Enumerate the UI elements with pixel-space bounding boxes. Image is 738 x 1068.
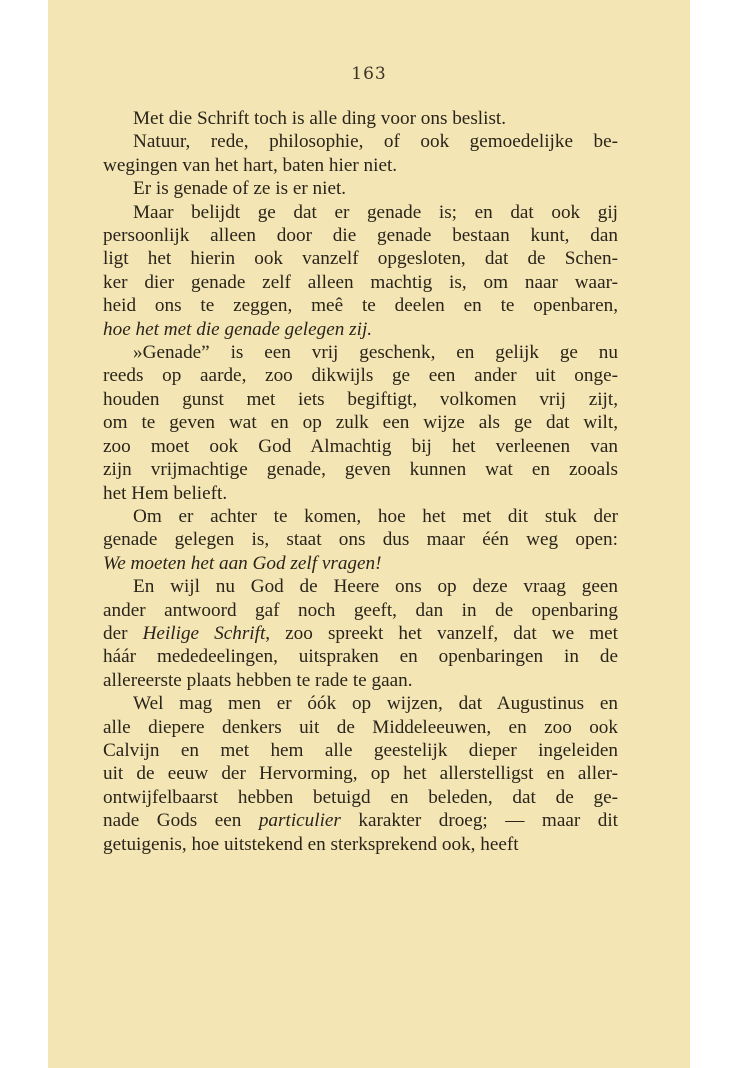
paragraph	[103, 130, 618, 177]
text-run: Maar belijdt ge dat er genade is; en dat ook gij	[133, 201, 618, 223]
text-run: zoo moet ook God Almachtig bij het verleenen van	[103, 435, 618, 457]
text-run: zijn vrijmachtige genade, geven kunnen wat en zooals	[103, 459, 618, 481]
italic-text: particulier	[258, 810, 341, 832]
text-line	[103, 411, 618, 434]
text-line	[103, 364, 618, 387]
text-run: wegingen van het hart, baten hier niet.	[103, 154, 398, 176]
text-line	[103, 622, 618, 645]
text-line	[103, 552, 618, 575]
text-line	[103, 318, 618, 341]
text-line	[103, 107, 618, 130]
paragraph	[103, 692, 618, 856]
body-text	[103, 107, 618, 856]
text-run: om te geven wat en op zulk een wijze als ge dat wilt,	[103, 412, 618, 434]
paragraph	[103, 505, 618, 575]
text-run: reeds op aarde, zoo dikwijls ge een ander uit onge-	[103, 365, 618, 387]
text-run: heid ons te zeggen, meê te deelen en te openbaren,	[103, 295, 618, 317]
text-run: uit de eeuw der Hervorming, op het allerstelligst en aller-	[103, 763, 618, 785]
text-run: ander antwoord gaf noch geeft, dan in de openbaring	[103, 599, 618, 621]
text-run: Met die Schrift toch is alle ding voor ons beslist.	[133, 108, 507, 129]
text-run: Wel mag men er óók op wijzen, dat Augustinus en	[133, 693, 618, 715]
text-run: allereerste plaats hebben te rade te gaan.	[103, 669, 413, 691]
text-run: getuigenis, hoe uitstekend en sterksprekend ook, heeft	[103, 833, 519, 855]
text-line	[103, 247, 618, 270]
text-line	[103, 762, 618, 785]
text-line	[103, 271, 618, 294]
text-run: háár mededeelingen, uitspraken en openbaringen in de	[103, 646, 618, 668]
text-run: ker dier genade zelf alleen machtig is, om naar waar-	[103, 271, 618, 293]
paragraph	[103, 575, 618, 692]
text-run: Om er achter te komen, hoe het met dit stuk der	[133, 505, 618, 527]
text-line	[103, 154, 618, 177]
text-run: , zoo spreekt het vanzelf, dat we met	[265, 622, 618, 644]
book-page	[48, 0, 690, 1068]
paragraph	[103, 177, 618, 200]
text-run: nade Gods een	[103, 810, 259, 832]
italic-text: Heilige Schrift	[142, 622, 266, 644]
text-line	[103, 645, 618, 668]
page-number: 163	[351, 64, 387, 84]
text-run: En wijl nu God de Heere ons op deze vraag geen	[133, 576, 618, 598]
text-line	[103, 130, 618, 153]
text-run: genade gelegen is, staat ons dus maar één weg open:	[103, 529, 618, 551]
paragraph	[103, 341, 618, 505]
text-line	[103, 435, 618, 458]
text-run: Natuur, rede, philosophie, of ook gemoedelijke be-	[133, 131, 618, 153]
text-line	[103, 388, 618, 411]
text-run: het Hem belieft.	[103, 482, 228, 504]
text-run: »Genade” is een vrij geschenk, en gelijk ge nu	[133, 342, 618, 364]
text-line	[103, 294, 618, 317]
text-line	[103, 716, 618, 739]
text-line	[103, 739, 618, 762]
text-line	[103, 505, 618, 528]
text-line	[103, 575, 618, 598]
text-line	[103, 482, 618, 505]
text-run: alle diepere denkers uit de Middeleeuwen, en zoo ook	[103, 716, 618, 738]
text-run: karakter droeg; — maar dit	[340, 810, 619, 832]
italic-text: hoe het met die genade gelegen zij.	[103, 318, 373, 340]
italic-text: We moeten het aan God zelf vragen!	[103, 552, 382, 574]
text-run: ontwijfelbaarst hebben betuigd en beleden, dat de ge-	[103, 786, 618, 808]
text-line	[103, 458, 618, 481]
text-line	[103, 341, 618, 364]
text-line	[103, 201, 618, 224]
text-line	[103, 528, 618, 551]
text-run: Er is genade of ze is er niet.	[133, 178, 347, 200]
text-line	[103, 599, 618, 622]
text-line	[103, 692, 618, 715]
text-run: ligt het hierin ook vanzelf opgesloten, dat de Schen-	[103, 248, 618, 270]
text-line	[103, 809, 618, 832]
text-run: houden gunst met iets begiftigt, volkomen vrij zijt,	[103, 388, 618, 410]
paragraph	[103, 201, 618, 341]
text-run: Calvijn en met hem alle geestelijk dieper ingeleiden	[103, 739, 618, 761]
text-run: der	[103, 622, 143, 644]
text-line	[103, 833, 618, 856]
text-line	[103, 669, 618, 692]
text-line	[103, 177, 618, 200]
paragraph	[103, 107, 618, 130]
text-line	[103, 224, 618, 247]
text-line	[103, 786, 618, 809]
text-run: persoonlijk alleen door die genade bestaan kunt, dan	[103, 225, 618, 247]
